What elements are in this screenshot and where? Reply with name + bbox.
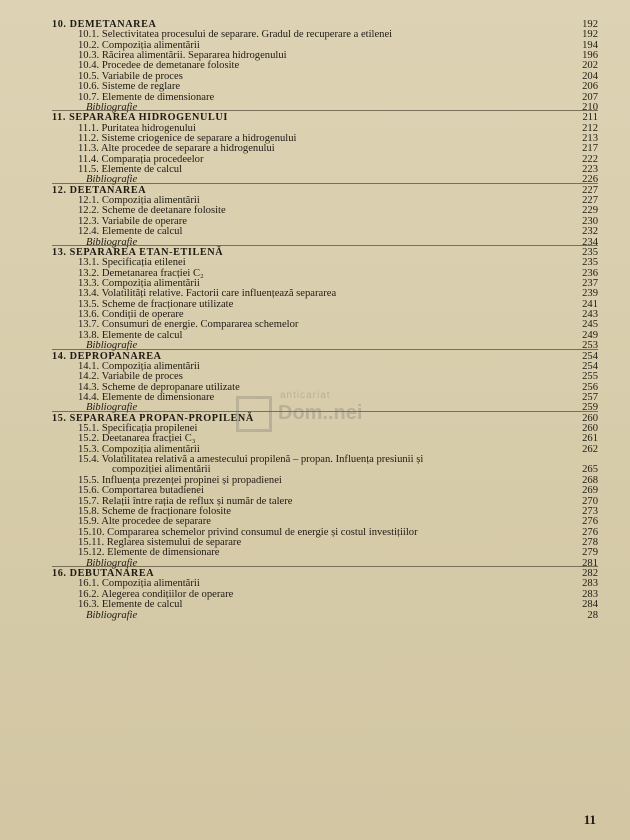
toc-page-number: 283 [582,588,598,600]
toc-entry-text: 13.7. Consumuri de energie. Compararea schemelor [78,319,299,331]
toc-entry-text: 13.6. Condiții de operare [78,309,184,321]
toc-entry-text: Bibliografie [86,101,138,113]
toc-page-number: 259 [582,402,598,414]
toc-entry-text: 15.9. Alte procedee de separare [78,516,211,528]
page-number: 11 [583,812,596,827]
toc-entry-text: 14.4. Elemente de dimensionare [78,391,215,403]
toc-page-number: 202 [582,60,598,72]
toc-entry-text: 15.3. Compoziția alimentării [78,443,200,455]
toc-page-number: 281 [582,557,598,569]
toc-entry-text: 14.3. Scheme de depropanare utilizate [78,381,240,393]
toc-entry-text: 15.1. Specificația propilenei [78,423,198,435]
toc-page-number: 254 [582,360,598,372]
toc-entry-text: Bibliografie [86,609,138,621]
toc-entry-text: 11.1. Puritatea hidrogenului [78,122,196,134]
toc-page-number: 262 [582,443,598,455]
toc-page-number: 253 [582,340,598,352]
toc-entry-text: 10.1. Selectivitatea procesului de separare. Gradul de recuperare a etilenei [78,29,393,41]
toc-entry-text: 13.2. Demetanarea fracției C₂ [78,267,204,279]
toc-entry-text: 10. DEMETANAREA [52,19,157,30]
toc-page-number: 210 [582,101,598,113]
toc-page-number: 227 [582,195,598,207]
toc-entry-text: 15.11. Reglarea sistemului de separare [78,537,242,548]
toc-entry-text: 15.10. Compararea schemelor privind consumul de energie și costul investițiilor [78,526,418,538]
toc-entry-text: 12. DEETANAREA [52,184,147,196]
toc-entry-text: 12.2. Scheme de deetanare folosite [78,205,226,217]
toc-entry-text: 11.5. Elemente de calcul [78,164,183,176]
toc-page-number: 192 [582,29,598,41]
toc-entry-text: Bibliografie [86,340,138,352]
toc-page-number: 268 [582,474,598,486]
toc-page-number: 236 [582,267,598,279]
watermark-logo [236,388,396,432]
toc-page-number: 232 [582,226,598,238]
toc-page-number: 278 [582,537,598,548]
toc-page-number: 235 [582,246,598,258]
toc-page-number: 256 [582,381,598,393]
toc-page-number: 213 [582,132,598,144]
toc-page-number: 254 [582,350,598,362]
toc-entry-text: 10.6. Sisteme de reglare [78,81,181,93]
toc-entry-text: 16. DEBUTANAREA [52,568,155,580]
toc-entry-text: Bibliografie [86,557,138,569]
toc-page-number: 227 [582,184,598,196]
toc-entry-text: 14.2. Variabile de proces [78,371,183,383]
toc-entry-text: 12.1. Compoziția alimentării [78,195,200,207]
toc-entry-text: 11. SEPARAREA HIDROGENULUI [52,112,228,124]
toc-entry-text: 12.3. Variabile de operare [78,215,187,227]
toc-entry-text: Bibliografie [86,236,138,248]
toc-entry-text: 15.2. Deetanarea fracției C₃ [78,433,196,445]
toc-entry-text: compoziției alimentării [112,464,211,476]
watermark-big-text: Dom..nei [278,402,363,424]
watermark-small-text: anticariat [280,390,331,401]
toc-entry-text: 14. DEPROPANAREA [52,350,162,362]
toc-entry-text: 15.8. Scheme de fracționare folosite [78,505,231,517]
toc-entry-text: 10.2. Compoziția alimentării [78,39,200,51]
toc-entry-text: 11.4. Comparația procedeelor [78,153,204,165]
toc-entry-text: 10.3. Răcirea alimentării. Separarea hidrogenului [78,50,287,62]
toc-entry-text: 13. SEPARAREA ETAN-ETILENĂ [52,246,224,258]
toc-entry-text: 11.2. Sisteme criogenice de separare a hidrogenului [78,132,297,144]
toc-bib-row [0,609,630,622]
toc-page-number: 194 [582,39,598,51]
toc-page-number: 249 [582,329,598,341]
toc-page-number: 226 [582,174,598,186]
toc-page-number: 239 [582,288,598,300]
toc-page-number: 273 [582,505,598,517]
toc-page-number: 222 [582,153,598,165]
toc-page-number: 223 [582,164,598,176]
toc-page-number: 243 [582,309,598,321]
toc-page-number: 276 [582,526,598,538]
toc-page-number: 283 [582,578,598,590]
toc-entry-text: 15.7. Relații între rația de reflux și număr de talere [78,495,293,507]
toc-entry-text: 14.1. Compoziția alimentării [78,360,200,372]
toc-page-number: 265 [582,464,598,476]
toc-page-number: 211 [582,112,598,124]
toc-page-number: 270 [582,495,598,507]
toc-entry-text: 13.5. Scheme de fracționare utilizate [78,298,234,310]
toc-entry-text: 10.4. Procedee de demetanare folosite [78,60,240,72]
toc-page-number: 257 [582,391,598,403]
toc-entry-text: 16.1. Compoziția alimentării [78,578,200,590]
toc-entry-text: 12.4. Elemente de calcul [78,226,183,238]
toc-page-number: 282 [582,568,598,580]
watermark-square-icon [236,396,272,432]
toc-entry-text: 13.4. Volatilități relative. Factorii care influențează separarea [78,288,337,300]
toc-page-number: 276 [582,516,598,528]
toc-entry-text: 15. SEPARAREA PROPAN-PROPILENĂ [52,412,254,424]
toc-entry-text: 15.12. Elemente de dimensionare [78,547,220,559]
toc-page-number: 229 [582,205,598,217]
toc-page-number: 230 [582,215,598,227]
toc-entry-text: 16.3. Elemente de calcul [78,599,183,611]
toc-page-number: 284 [582,599,598,611]
toc-page-number: 196 [582,50,598,62]
toc-page-number: 260 [582,423,598,435]
toc-page-number: 269 [582,485,598,497]
toc-page-number: 234 [582,236,598,248]
toc-page-number: 212 [582,122,598,134]
toc-page-number: 206 [582,81,598,93]
toc-page-number: 192 [582,19,598,30]
toc-entry-text: 10.5. Variabile de proces [78,70,183,82]
toc-entry-text: 10.7. Elemente de dimensionare [78,91,215,103]
toc-entry-text: 13.8. Elemente de calcul [78,329,183,341]
toc-page-number: 28 [587,609,598,621]
toc-entry-text: 15.4. Volatilitatea relativă a amestecului propilenă – propan. Influența presiunii și [78,454,424,466]
toc-page-number: 204 [582,70,598,82]
toc-page-number: 237 [582,278,598,289]
toc-page-number: 260 [582,412,598,424]
toc-entry-text: Bibliografie [86,174,138,186]
toc-entry-text: 16.2. Alegerea condițiilor de operare [78,588,234,600]
toc-entry-text: 13.1. Specificația etilenei [78,257,186,269]
toc-page-number: 241 [582,298,598,310]
toc-page-number: 245 [582,319,598,331]
toc-entry-text: Bibliografie [86,402,138,414]
toc-entry-text: 15.6. Comportarea butadienei [78,485,204,497]
toc-page-number: 279 [582,547,598,559]
toc-entry-text: 11.3. Alte procedee de separare a hidrogenului [78,143,275,155]
toc-entry-text: 15.5. Influența prezenței propinei și propadienei [78,474,282,486]
toc-page-number: 235 [582,257,598,269]
toc-page-number: 261 [582,433,598,445]
toc-page-number: 217 [582,143,598,155]
toc-page-number: 207 [582,91,598,103]
toc-page-number: 255 [582,371,598,383]
toc-entry-text: 13.3. Compoziția alimentării [78,278,200,289]
